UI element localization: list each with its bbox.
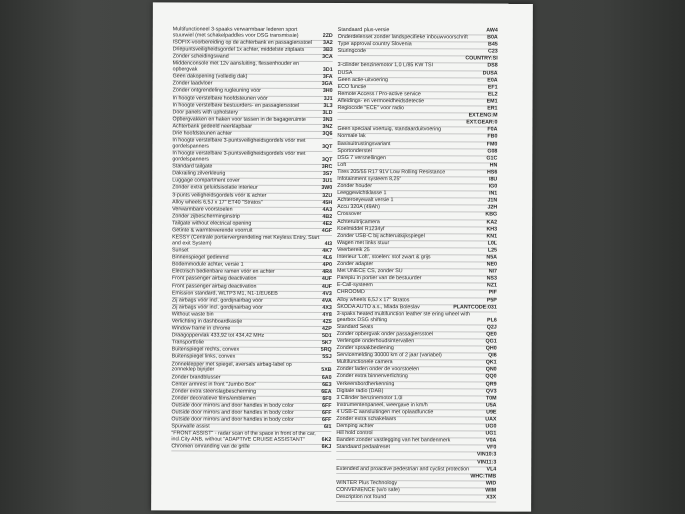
- option-code: NI7: [488, 268, 497, 275]
- option-description: Driepuntsveiligheidsgordel 1x achter, middelste zitplaats: [172, 46, 305, 53]
- option-code: G08: [487, 148, 498, 155]
- option-description: Verwarmbare voorstoelen: [172, 206, 233, 213]
- option-description: Tailgate without electrical opening: [172, 220, 252, 227]
- option-code: E0A: [487, 77, 498, 84]
- option-code: VIN11:3: [477, 459, 497, 466]
- option-description: Interieur 'Loft', stoelen: stof zwart & grijs: [336, 253, 431, 261]
- option-code: 3A2: [323, 39, 333, 46]
- option-code: 3FA: [322, 74, 333, 81]
- option-code: FM0: [486, 141, 498, 148]
- option-description: Zonder spraakbediening: [336, 345, 394, 352]
- option-code: P5P: [486, 297, 497, 304]
- option-description: Servicemelding 30000 km of 2 jaar (variabel): [336, 352, 442, 359]
- option-code: HS6: [486, 169, 498, 176]
- option-description: Electrisch bedienbare ramen vóór en achter: [171, 268, 275, 276]
- option-code: UG1: [485, 430, 497, 437]
- option-code: IN1: [488, 190, 498, 197]
- option-code: UG0: [485, 423, 497, 430]
- option-description: Zonder USB-C bij achteruitkijkspiegel: [337, 232, 425, 240]
- option-description: Dakrailing zilverkleurig: [172, 170, 226, 177]
- option-code: 4VA: [321, 297, 332, 304]
- option-description: Buitenspiegel rechts, convex: [171, 346, 240, 354]
- option-description: Zonder laadvloer: [172, 80, 213, 87]
- option-code-sheet: [151, 2, 533, 511]
- option-description: Outside door mirrors and door handles in body color: [171, 416, 294, 423]
- option-description: Without waste bin: [171, 311, 214, 318]
- option-code: QQ0: [485, 373, 497, 380]
- option-code: 3QT: [322, 156, 333, 163]
- option-code: EXT.GEAR:0: [466, 119, 498, 126]
- option-description: Zonder laden onder de voorstoelen: [336, 366, 420, 373]
- option-code: 6EA: [321, 388, 332, 395]
- option-code: 3H0: [322, 88, 333, 95]
- option-code: 4R4: [322, 269, 332, 276]
- option-code: 4GF: [321, 227, 333, 234]
- option-description: Afleidings- en vermoeidheidsdetectie: [337, 97, 425, 105]
- option-description: 3-cilinder benzinemotor 1,0 L/85 KW TSI: [337, 62, 433, 69]
- option-description: In hoogte verstelbare 3-puntsveiligheidsgordels vóór met gordelspanners: [172, 137, 306, 150]
- option-description: Zonder ontgrendeling rugleuning vóór: [172, 87, 261, 95]
- option-code: QH0: [485, 345, 497, 352]
- option-description: Zonneklepper met spiegel, aversals airbag-label op zonneklep bijrijder: [171, 360, 292, 374]
- option-description: Verlichting in dashboardkastje: [171, 318, 243, 325]
- option-code: N5A: [486, 254, 498, 261]
- option-code: PLANTCODE:031: [453, 304, 497, 311]
- option-description: CONVENIENCE (w/o safe): [336, 486, 400, 494]
- option-code: 4B2: [322, 213, 333, 220]
- option-description: Digitale radio (DAB): [336, 387, 384, 394]
- option-code: NE0: [486, 261, 497, 268]
- option-description: Zonder extra schakelaars: [336, 415, 397, 423]
- option-code: 3L3: [323, 102, 333, 109]
- option-code: J2H: [487, 204, 498, 211]
- option-description: DSG 7 versnellingen: [337, 154, 386, 161]
- option-description: Sunset: [172, 247, 189, 254]
- option-code: 4K7: [322, 247, 333, 255]
- option-description: Tires 205/55 R17 91V Low Rolling Resistance: [337, 168, 446, 176]
- option-description: 3 Cilinder benzinemotor 1.0l: [336, 394, 403, 401]
- option-code: KBG: [485, 211, 498, 218]
- option-code: 4I3: [324, 240, 333, 247]
- option-code: NS3: [486, 275, 497, 282]
- option-code: 5RQ: [320, 347, 332, 354]
- option-code: 6FF: [322, 402, 332, 409]
- option-description: Zonder extra steenslagbescherming: [171, 388, 257, 395]
- option-code: B0A: [487, 34, 498, 41]
- option-row: [336, 495, 496, 503]
- option-code: PL6: [487, 317, 497, 324]
- option-code: 6FF: [322, 409, 332, 416]
- option-description: WINTER Plus Technology: [336, 479, 398, 487]
- option-code: WHC:TMB: [470, 473, 497, 480]
- option-description: Standaard pedaalreset: [336, 444, 390, 451]
- option-code: AW4: [486, 27, 498, 34]
- option-description: In hoogte verstelbare hoofdsteunen vóór: [172, 94, 268, 102]
- option-code: G1C: [486, 155, 498, 162]
- option-row: [172, 235, 332, 249]
- option-code: U5A: [485, 402, 497, 409]
- option-code: WIM: [485, 487, 497, 494]
- option-description: Drie hoofdsteunen achter: [172, 130, 232, 137]
- option-description: Verlengde onderhoudsintervallen: [336, 337, 415, 345]
- option-description: 3-spaks heated multifunction leather ste ering wheel with gearbox DSG shifting: [336, 310, 470, 323]
- option-description: Zonder extra binnenverlichting: [336, 373, 408, 380]
- option-description: Infotainment systeem 8,25": [337, 175, 402, 183]
- option-code: 6I1: [324, 424, 332, 431]
- option-description: Banden zonder vastlegging van het bandenmerk: [336, 437, 451, 444]
- option-code: 3W0: [321, 185, 333, 192]
- option-code: U9E: [486, 409, 497, 416]
- option-description: DUSA: [337, 69, 353, 76]
- option-description: Verkeersbordherkenning: [336, 380, 395, 387]
- option-code: 3NZ: [322, 123, 333, 130]
- option-description: Spurwalle assist: [171, 423, 210, 430]
- option-code: Q2J: [486, 324, 497, 331]
- option-description: Outside door mirrors and door handles in body color: [171, 402, 294, 409]
- option-description: Multifunctioneel 3-spaaks verwarmbaar lederen sport stuurwiel (met schakelpaddles voor DSG transmissie): [172, 26, 299, 39]
- option-code: KH3: [486, 226, 498, 233]
- option-description: Basisuitrustingsvariant: [337, 140, 391, 147]
- option-code: QN0: [485, 366, 497, 373]
- option-description: KESSY (Centrale portiervergrendeling met Keyless Entry, Start and exit System): [172, 234, 320, 247]
- left-column: [171, 27, 332, 452]
- option-description: Middenconsole met 12v aansluiting, flessenhouder en opbergvak: [172, 60, 300, 73]
- option-code: 4UF: [321, 283, 332, 290]
- option-code: L0L: [487, 240, 498, 247]
- option-code: 3RC: [321, 164, 333, 171]
- option-description: Remote Access / Pro-active service: [337, 90, 421, 98]
- option-row: [172, 362, 332, 376]
- option-description: Description not found: [336, 493, 387, 501]
- option-description: Bodemmodule achter, versie 1: [171, 261, 244, 268]
- option-description: Regiocode "ECE" voor radio: [337, 105, 405, 112]
- option-code: FB0: [487, 133, 498, 140]
- option-code: 3ZU: [322, 192, 333, 199]
- option-description: Transportfolie: [171, 339, 204, 346]
- option-description: 3-punts veiligheidsgordels vóór & achter: [172, 191, 267, 199]
- option-code: QE0: [486, 331, 497, 338]
- option-code: 3N3: [322, 116, 333, 123]
- option-code: 3QT: [322, 143, 333, 150]
- option-description: Zonder zijbescherminginstrip: [172, 213, 240, 220]
- option-code: 3S7: [322, 171, 333, 178]
- option-description: Multifunctionele camera: [336, 359, 393, 366]
- option-row: [171, 445, 331, 453]
- option-code: 3J1: [323, 95, 333, 102]
- option-description: Emission standard, WLTP3 M1, N1-1/EU6EB: [171, 290, 278, 297]
- option-code: DUSA: [482, 70, 498, 77]
- option-code: VIN10:3: [476, 451, 497, 458]
- option-description: In hoogte verstelbare 3-puntsveiligheidsgordels vóór met gordelspanners: [172, 150, 306, 163]
- option-description: Veerbereik 25: [337, 246, 370, 254]
- option-description: Standard tailgate: [172, 163, 213, 170]
- option-description: Zij airbags vóór incl. gordijnairbag vóór: [171, 304, 263, 311]
- option-code: EXT.ENG:M: [468, 112, 498, 119]
- option-description: 4 USB-C aansluitingen met oplaadfunctie: [336, 408, 434, 416]
- option-description: Front passenger airbag deactivation: [171, 282, 257, 290]
- option-code: 4UF: [321, 276, 332, 283]
- option-code: 5XB: [321, 367, 332, 374]
- option-code: 5K7: [321, 340, 332, 347]
- option-code: PIF: [488, 289, 497, 297]
- option-code: 4Y8: [322, 311, 332, 318]
- option-code: 6FF: [321, 417, 332, 424]
- option-code: I8U: [489, 176, 498, 183]
- option-description: In hoogte verstelbare bestuurders- en passagiersstoel: [172, 102, 300, 109]
- option-description: Binnenspiegel gedimmd: [171, 254, 229, 261]
- option-code: VF0: [486, 444, 497, 451]
- option-code: F0A: [487, 126, 498, 133]
- option-description: Instrumentenpaneel, weergave in km/h: [336, 401, 428, 409]
- option-description: Outside door mirrors and door handles in body color: [171, 409, 294, 416]
- option-code: 3GA: [321, 81, 333, 88]
- option-description: Geen dakopening (volledig dak): [172, 73, 248, 80]
- option-code: QG1: [485, 338, 497, 345]
- option-description: Extended and proactive pedestrian and cyclist protection: [336, 465, 470, 473]
- option-description: Parepiu in portier van de bestuurder: [336, 275, 422, 282]
- option-code: COUNTRY:SI: [465, 55, 498, 62]
- option-description: Koelmiddel R1234yf: [337, 225, 385, 232]
- option-description: Alloy wheels 6,5J x 17" Stratos: [336, 296, 410, 303]
- option-code: DS8: [487, 62, 498, 70]
- option-code: B45: [488, 41, 498, 48]
- option-description: Draagoppervlak 433,92 tot 434,42 MHz: [171, 332, 265, 339]
- option-code: UAX: [485, 416, 497, 423]
- option-code: ER1: [487, 105, 498, 112]
- option-code: 6A0: [321, 374, 332, 381]
- option-code: 2ZD: [322, 32, 333, 39]
- option-code: L25: [487, 247, 498, 254]
- option-description: Crossover: [337, 211, 362, 218]
- option-code: QR9: [485, 381, 497, 388]
- option-description: Achteruitrijcamera: [337, 218, 380, 225]
- option-description: Achteroeyewalt versie 1: [337, 197, 394, 204]
- option-code: X3X: [486, 494, 497, 501]
- option-description: Met UNECE CS, zonder SU: [336, 268, 403, 275]
- option-code: QV3: [485, 388, 497, 395]
- option-description: Zonder adapter: [336, 261, 374, 268]
- option-description: Chromen omranding van de grille: [171, 443, 250, 450]
- option-description: Zonder extra geluidsisolatie interieur: [172, 184, 258, 192]
- option-code: 6K2: [321, 437, 332, 444]
- option-code: 3CA: [322, 54, 333, 61]
- option-description: Standaard plus-versie: [337, 26, 390, 34]
- option-code: C23: [487, 48, 498, 55]
- option-code: 5D1: [321, 333, 332, 340]
- option-code: T0M: [485, 395, 497, 402]
- option-description: E-Call-systeem: [336, 282, 373, 289]
- option-description: Standard Seats: [336, 323, 374, 330]
- option-description: "FRONT ASSIST" - radar scan of the space in front of the car, incl.City ANB, without "ADAPTIVE CRUISE ASSISTANT": [171, 430, 316, 444]
- option-description: Sportonderstel: [337, 147, 372, 154]
- option-code: J1N: [487, 197, 498, 204]
- option-code: KN1: [486, 233, 498, 240]
- option-description: CHROOMD: [336, 289, 365, 296]
- right-column: [336, 28, 498, 503]
- option-code: QK1: [485, 359, 497, 366]
- option-description: Leeggewichtklasse 1: [337, 190, 387, 197]
- option-code: 6E3: [322, 381, 332, 388]
- option-description: Zonder opbergvak onder passagiersstoel: [336, 330, 434, 338]
- option-code: 5SJ: [322, 354, 332, 361]
- option-code: IG0: [488, 183, 498, 190]
- option-description: Type approval country Slovenia: [337, 41, 412, 48]
- option-description: Loft: [337, 161, 347, 168]
- option-code: VL4: [486, 466, 497, 473]
- option-description: Zonder houder: [337, 183, 373, 190]
- option-description: Center armrest in front "Jumbo Box": [171, 381, 257, 388]
- option-description: Buitenspiegel links, convex: [171, 353, 236, 361]
- option-code: 6F0: [322, 395, 332, 402]
- option-code: 4V3: [322, 290, 332, 297]
- option-code: NZ1: [486, 282, 497, 289]
- option-code: 3Q6: [322, 130, 333, 137]
- option-description: Opbergvakken en haken voor tassen in de bagageruimte: [172, 116, 306, 123]
- option-code: 4Z5: [322, 318, 332, 325]
- option-code: EL2: [487, 91, 498, 98]
- option-description: Normale lak: [337, 133, 366, 140]
- option-description: Wagen met links stuur: [337, 239, 390, 246]
- option-code: QI6: [488, 352, 497, 359]
- option-description: ECO functie: [337, 83, 367, 90]
- option-description: Onderdelenset zonder landspecifieke inbouwvoorschrift: [337, 34, 468, 41]
- option-description: Accu 320A (49Ah): [337, 204, 380, 211]
- option-description: Luggage compartment cover: [172, 177, 240, 184]
- option-description: ŠKODA AUTO a.s., Mlada Boleslav: [336, 303, 420, 310]
- option-code: 4X3: [322, 304, 332, 311]
- option-description: Zonder scheidingswand: [172, 53, 229, 60]
- option-code: 45H: [322, 199, 333, 206]
- option-description: Demping achter: [336, 423, 374, 430]
- option-code: WID: [485, 480, 497, 487]
- option-code: 4ZP: [322, 326, 332, 333]
- option-description: Door panels with upholstery: [172, 109, 238, 116]
- option-code: EM1: [486, 98, 498, 105]
- option-description: Achterbank gedeeld neerklapbaar: [172, 123, 252, 130]
- option-code: 4P0: [322, 262, 332, 269]
- option-description: ISOFIX-voorbereiding op de achterbank en passagiersstoel: [172, 39, 313, 46]
- option-code: 3B3: [322, 47, 333, 54]
- option-description: Hill hold control: [336, 430, 373, 437]
- option-description: Geen actie-uitvoering: [337, 76, 388, 83]
- option-description: Sturingcode: [337, 48, 367, 55]
- option-description: Zij airbags vóór incl. gordijnairbag vóór: [171, 297, 263, 304]
- option-description: Getinte & warmtewerende voorruit: [172, 227, 253, 234]
- option-code: 6KJ: [321, 444, 332, 451]
- option-description: Alloy wheels 6,5J x 17" ET40 "Stratos": [172, 199, 263, 206]
- option-description: Front passenger airbag deactivation: [171, 275, 257, 283]
- option-code: 4E2: [322, 220, 333, 227]
- option-code: 3U1: [322, 178, 333, 185]
- option-code: EF1: [487, 84, 498, 91]
- option-code: 4L6: [322, 255, 333, 262]
- option-code: 3D1: [322, 67, 333, 74]
- option-code: 3LD: [322, 109, 333, 116]
- option-code: KA2: [486, 219, 498, 226]
- option-description: Zonder brandblusser: [171, 373, 221, 381]
- option-description: Geen speciaal voertuig, standaarduitvoering: [337, 126, 442, 133]
- option-code: V0A: [486, 437, 497, 444]
- option-code: HN: [489, 162, 498, 169]
- option-description: Zonder decoratieve films/emblemen: [171, 395, 256, 402]
- option-description: Window frame in chrome: [171, 325, 231, 332]
- option-code: 4A3: [322, 206, 333, 213]
